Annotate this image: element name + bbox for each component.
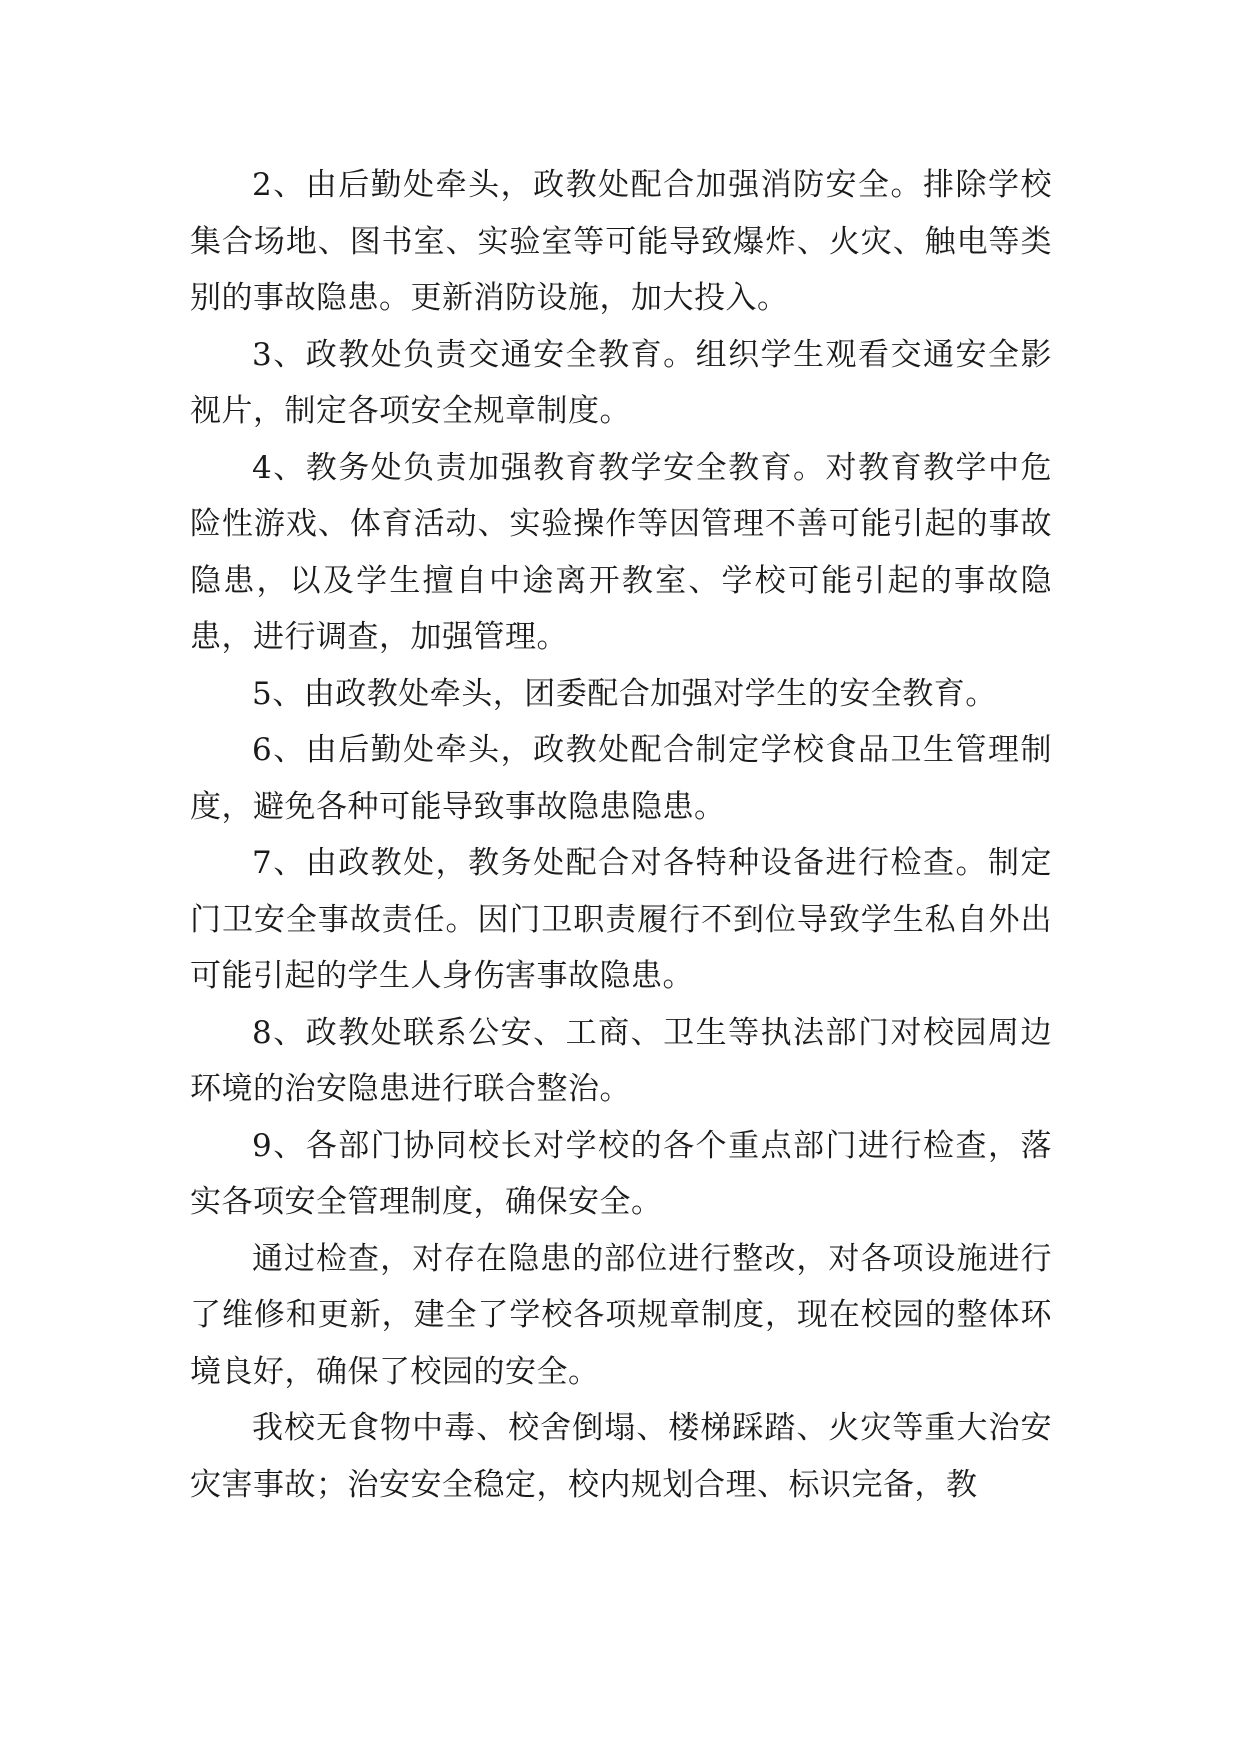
paragraph-item-5: 5、由政教处牵头，团委配合加强对学生的安全教育。 xyxy=(252,675,997,712)
paragraph-item-9: 9、各部门协同校长对学校的各个重点部门进行检查，落实各项安全管理制度，确保安全。 xyxy=(190,1127,1052,1220)
paragraph-item-6: 6、由后勤处牵头，政教处配合制定学校食品卫生管理制度，避免各种可能导致事故隐患隐患。 xyxy=(190,732,1052,825)
paragraph-item-8: 8、政教处联系公安、工商、卫生等执法部门对校园周边环境的治安隐患进行联合整治。 xyxy=(190,1014,1052,1107)
paragraph-item-7: 7、由政教处，教务处配合对各特种设备进行检查。制定门卫安全事故责任。因门卫职责履行不到位导致学生私自外出可能引起的学生人身伤害事故隐患。 xyxy=(190,845,1052,994)
paragraph-school-safety-summary: 我校无食物中毒、校舍倒塌、楼梯踩踏、火灾等重大治安灾害事故；治安安全稳定，校内规划合理、标识完备，教 xyxy=(190,1410,1052,1503)
paragraph-item-4: 4、教务处负责加强教育教学安全教育。对教育教学中危险性游戏、体育活动、实验操作等因管理不善可能引起的事故隐患，以及学生擅自中途离开教室、学校可能引起的事故隐患，进行调查，加强管理。 xyxy=(190,449,1052,655)
document-body xyxy=(190,157,1052,1513)
paragraph-item-3: 3、政教处负责交通安全教育。组织学生观看交通安全影视片，制定各项安全规章制度。 xyxy=(190,336,1052,429)
paragraph-inspection-result: 通过检查，对存在隐患的部位进行整改，对各项设施进行了维修和更新，建全了学校各项规章制度，现在校园的整体环境良好，确保了校园的安全。 xyxy=(190,1240,1052,1390)
paragraph-item-2: 2、由后勤处牵头，政教处配合加强消防安全。排除学校集合场地、图书室、实验室等可能导致爆炸、火灾、触电等类别的事故隐患。更新消防设施，加大投入。 xyxy=(190,167,1052,316)
